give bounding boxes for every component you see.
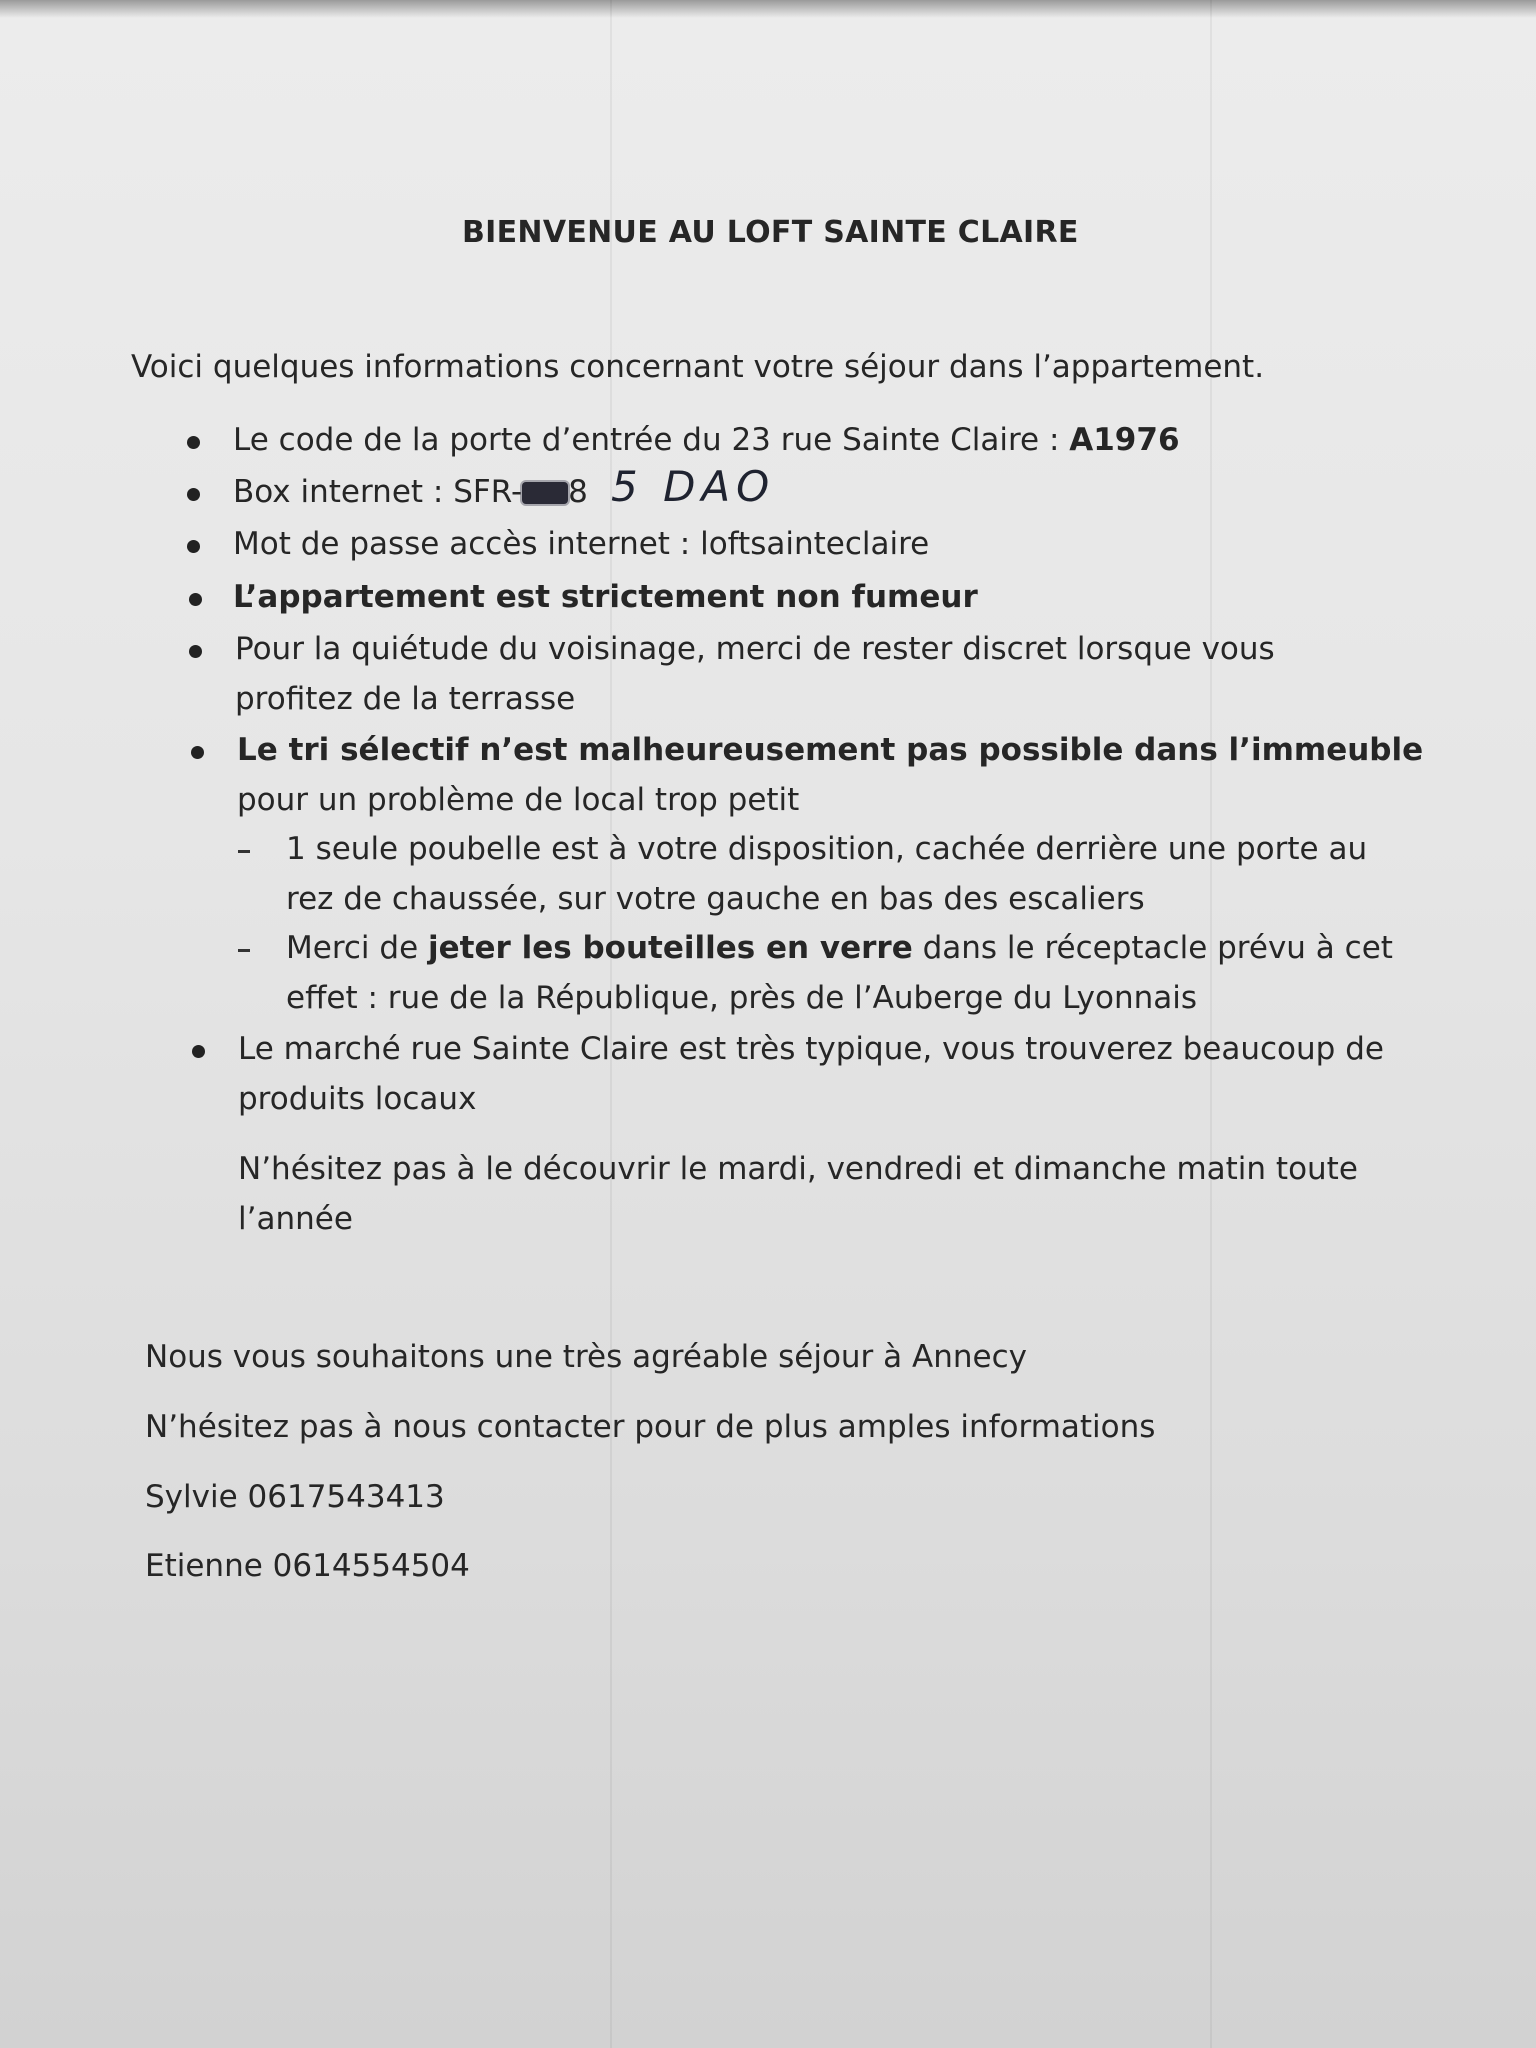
bullet-icon bbox=[187, 488, 200, 501]
dash-icon bbox=[238, 850, 250, 853]
handwritten-box-id: 5 DAO bbox=[611, 462, 776, 511]
box-digit: 8 bbox=[568, 474, 588, 510]
redacted-mark bbox=[522, 482, 568, 504]
list-item: Mot de passe accès internet : loftsainteclaire bbox=[233, 526, 930, 562]
list-item bbox=[233, 415, 1180, 465]
bullet-icon bbox=[187, 540, 200, 553]
glass-bold: jeter les bouteilles en verre bbox=[428, 930, 913, 966]
list-item: L’appartement est strictement non fumeur bbox=[233, 579, 978, 615]
contact-sylvie: Sylvie 0617543413 bbox=[145, 1479, 445, 1515]
bullet-icon bbox=[192, 1045, 205, 1058]
closing-wish: Nous vous souhaitons une très agréable séjour à Annecy bbox=[145, 1339, 1027, 1375]
bullet-icon bbox=[187, 436, 200, 449]
bullet-icon bbox=[189, 593, 202, 606]
list-item: Le tri sélectif n’est malheureusement pas possible dans l’immeuble bbox=[237, 732, 1424, 768]
list-item bbox=[233, 467, 588, 517]
closing-contact: N’hésitez pas à nous contacter pour de plus amples informations bbox=[145, 1409, 1156, 1445]
page-title: BIENVENUE AU LOFT SAINTE CLAIRE bbox=[462, 215, 1079, 250]
sub-list-item-continuation: effet : rue de la République, près de l’Auberge du Lyonnais bbox=[286, 980, 1198, 1016]
list-item-continuation: pour un problème de local trop petit bbox=[237, 782, 800, 818]
dash-icon bbox=[238, 949, 250, 952]
door-code-value: A1976 bbox=[1069, 422, 1180, 458]
glass-suffix: dans le réceptacle prévu à cet bbox=[912, 930, 1393, 966]
door-code-label: Le code de la porte d’entrée du 23 rue Sainte Claire : bbox=[233, 422, 1070, 458]
paragraph: l’année bbox=[238, 1201, 353, 1237]
sub-list-item bbox=[286, 923, 1393, 973]
top-shadow bbox=[0, 0, 1536, 18]
list-item: Pour la quiétude du voisinage, merci de rester discret lorsque vous bbox=[235, 631, 1275, 667]
sub-list-item-continuation: rez de chaussée, sur votre gauche en bas des escaliers bbox=[286, 881, 1145, 917]
contact-etienne: Etienne 0614554504 bbox=[145, 1548, 470, 1584]
list-item-continuation: profitez de la terrasse bbox=[235, 681, 576, 717]
bullet-icon bbox=[191, 746, 204, 759]
box-label: Box internet : SFR- bbox=[233, 474, 523, 510]
glass-prefix: Merci de bbox=[286, 930, 428, 966]
sub-list-item: 1 seule poubelle est à votre disposition, cachée derrière une porte au bbox=[286, 831, 1368, 867]
list-item: Le marché rue Sainte Claire est très typique, vous trouverez beaucoup de bbox=[238, 1031, 1384, 1067]
bullet-icon bbox=[189, 645, 202, 658]
intro-text: Voici quelques informations concernant votre séjour dans l’appartement. bbox=[131, 349, 1265, 385]
list-item-continuation: produits locaux bbox=[238, 1081, 477, 1117]
paragraph: N’hésitez pas à le découvrir le mardi, vendredi et dimanche matin toute bbox=[238, 1151, 1358, 1187]
